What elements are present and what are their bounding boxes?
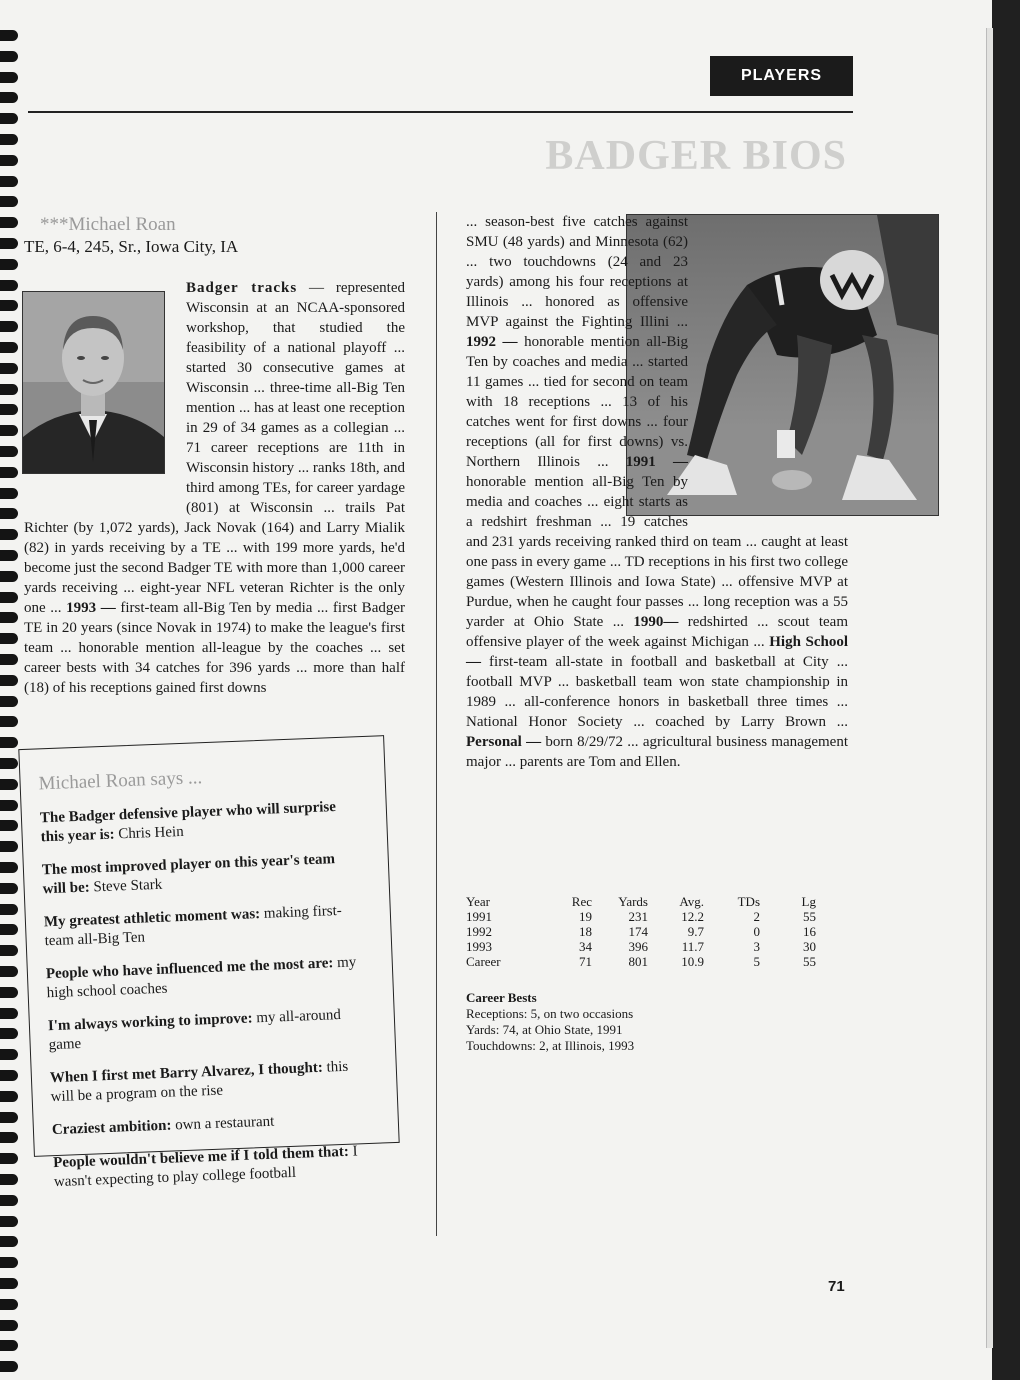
says-answer: my high school coaches bbox=[46, 954, 357, 1002]
stats-cell: 801 bbox=[628, 954, 648, 969]
bio-text: — represented Wisconsin at an NCAA-sponsored workshop, that studied the feasibility of a national playoff ... started 30 consecutive games at Wisconsin ... three-time all-Big Ten mention ... has at least one reception in 29 of 34 games as a collegian ... 71 career receptions are 11th in Wisconsin history ... ranks 18th, and third among TEs, for career yardage (801) at Wisconsin ... trails Pat Richter (by 1,072 yards), Jack Novak (164) and Larry Mialik (82) in yards receiving by a TE ... with 199 more yards, he'd become just the second Badger TE with more than 1,000 career yards receiving ... eight-year NFL veteran Richter is the only one ... bbox=[24, 280, 405, 616]
binding-ring bbox=[0, 1112, 18, 1123]
bio-text-1992: honorable mention all-Big Ten by coaches and media ... started 11 games ... tied for second on team with 18 receptions ... 13 of his catches went for first downs ... four receptions (all for first downs) vs. Northern Illinois ... bbox=[466, 334, 688, 470]
year-label-1992: 1992 — bbox=[466, 334, 518, 350]
binding-ring bbox=[0, 1049, 18, 1060]
says-title: Michael Roan says ... bbox=[38, 767, 203, 795]
page-title: BADGER BIOS bbox=[545, 133, 847, 179]
binding-ring bbox=[0, 945, 18, 956]
binding-ring bbox=[0, 217, 18, 228]
stats-cell: 30 bbox=[803, 939, 816, 954]
binding-ring bbox=[0, 238, 18, 249]
binding-ring bbox=[0, 675, 18, 686]
says-answer: own a restaurant bbox=[171, 1113, 275, 1134]
binding-ring bbox=[0, 508, 18, 519]
binding-ring bbox=[0, 280, 18, 291]
binding-ring bbox=[0, 51, 18, 62]
says-question: I'm always working to improve: bbox=[47, 1010, 253, 1035]
stats-cell: 174 bbox=[628, 924, 648, 939]
stats-cell: 1993 bbox=[466, 939, 492, 954]
binding-ring bbox=[0, 384, 18, 395]
binding-ring bbox=[0, 113, 18, 124]
stats-body bbox=[466, 909, 816, 969]
binding-ring bbox=[0, 404, 18, 415]
career-bests bbox=[466, 990, 634, 1054]
binding-ring bbox=[0, 529, 18, 540]
binding-ring bbox=[0, 1070, 18, 1081]
stats-row bbox=[466, 939, 816, 954]
binding-ring bbox=[0, 820, 18, 831]
page-number: 71 bbox=[828, 1278, 845, 1295]
stats-cell: 396 bbox=[628, 939, 648, 954]
says-item bbox=[44, 901, 365, 951]
binding-ring bbox=[0, 259, 18, 270]
stats-cell: 9.7 bbox=[687, 924, 704, 939]
binding-ring bbox=[0, 1028, 18, 1039]
stats-cell: 1991 bbox=[466, 909, 492, 924]
says-question: The Badger defensive player who will surprise this year is: bbox=[39, 799, 337, 846]
column-divider bbox=[436, 212, 437, 1236]
stats-cell: 231 bbox=[628, 909, 648, 924]
career-best-line: Receptions: 5, on two occasions bbox=[466, 1006, 634, 1021]
stats-cell: Career bbox=[466, 954, 501, 969]
stats-cell: 10.9 bbox=[681, 954, 704, 969]
says-question: The most improved player on this year's team will be: bbox=[41, 851, 336, 898]
says-question: People who have influenced me the most are: bbox=[45, 955, 334, 983]
binding-ring bbox=[0, 716, 18, 727]
career-bests-lines bbox=[466, 1006, 634, 1054]
stats-header-row bbox=[466, 894, 816, 909]
stats-header-cell: Rec bbox=[571, 894, 592, 909]
binding-ring bbox=[0, 155, 18, 166]
binding-ring bbox=[0, 904, 18, 915]
says-answer: I wasn't expecting to play college football bbox=[53, 1143, 358, 1191]
page-edge bbox=[986, 28, 993, 1348]
stats-header-cell: Lg bbox=[801, 894, 816, 909]
stats-cell: 11.7 bbox=[681, 939, 704, 954]
binding-ring bbox=[0, 300, 18, 311]
player-name: ***Michael Roan bbox=[40, 214, 176, 235]
high-school-label: High School — bbox=[466, 634, 849, 670]
stats-header-cell: Avg. bbox=[679, 894, 704, 909]
stats-row bbox=[466, 909, 816, 924]
stats-cell: 12.2 bbox=[681, 909, 704, 924]
binding-ring bbox=[0, 1153, 18, 1164]
binding-ring bbox=[0, 446, 18, 457]
binding-ring bbox=[0, 800, 18, 811]
binding-ring bbox=[0, 841, 18, 852]
binding-ring bbox=[0, 196, 18, 207]
says-question: People wouldn't believe me if I told them that: bbox=[52, 1143, 350, 1172]
career-bests-title: Career Bests bbox=[466, 990, 537, 1005]
bio-text-1993: first-team all-Big Ten by media ... first Badger TE in 20 years (since Novak in 1974) to make the league's first team ... honorable mention all-league by the coaches ... set career bests with 34 catches for 396 yards ... more than half (18) of his receptions gained first downs bbox=[24, 600, 406, 696]
binding-ring bbox=[0, 321, 18, 332]
says-answer: Steve Stark bbox=[89, 876, 163, 896]
binding-ring bbox=[0, 654, 18, 665]
binding-ring bbox=[0, 425, 18, 436]
says-answer: my all-around game bbox=[48, 1006, 342, 1054]
bio-text-1991: honorable mention all-Big Ten by media and coaches ... eight starts as a redshirt freshman ... 19 catches and 231 yards receiving ranked third on team ... caught at least one pass in every game ... TD receptions in his first two college games (Western Illinois and Iowa State) ... offensive MVP at Purdue, when he caught four passes ... long reception was a 55 yarder at Ohio State ... bbox=[466, 474, 848, 630]
career-best-line: Touchdowns: 2, at Illinois, 1993 bbox=[466, 1038, 635, 1053]
binding-ring bbox=[0, 1257, 18, 1268]
bio-text-personal: born 8/29/72 ... agricultural business management major ... parents are Tom and Ellen. bbox=[466, 734, 848, 770]
binding-ring bbox=[0, 924, 18, 935]
bio-right-column bbox=[466, 212, 848, 772]
year-label-1991: 1991 — bbox=[625, 454, 689, 470]
binding-ring bbox=[0, 92, 18, 103]
spiral-binding bbox=[0, 0, 22, 1380]
binding-ring bbox=[0, 612, 18, 623]
binding-ring bbox=[0, 550, 18, 561]
says-item bbox=[46, 953, 367, 1003]
binding-ring bbox=[0, 1091, 18, 1102]
bio-left-column bbox=[24, 278, 405, 698]
stats-row bbox=[466, 954, 816, 969]
says-answer: making first-team all-Big Ten bbox=[44, 902, 343, 950]
stats-cell: 5 bbox=[753, 954, 760, 969]
binding-ring bbox=[0, 176, 18, 187]
binding-ring bbox=[0, 134, 18, 145]
binding-ring bbox=[0, 966, 18, 977]
says-item bbox=[53, 1142, 374, 1192]
says-answer: this will be a program on the rise bbox=[50, 1058, 349, 1106]
stats-cell: 16 bbox=[803, 924, 816, 939]
personal-label: Personal — bbox=[466, 734, 542, 750]
says-answer: Chris Hein bbox=[114, 823, 184, 843]
bio-text-1990: redshirted ... scout team offensive player of the week against Michigan ... bbox=[466, 614, 849, 650]
section-tag: PLAYERS bbox=[710, 56, 853, 96]
binding-ring bbox=[0, 862, 18, 873]
says-item bbox=[48, 1005, 369, 1055]
binding-ring bbox=[0, 592, 18, 603]
says-question: When I first met Barry Alvarez, I thought: bbox=[49, 1059, 324, 1087]
stats-cell: 3 bbox=[753, 939, 760, 954]
binding-ring bbox=[0, 571, 18, 582]
says-item bbox=[40, 797, 361, 847]
binding-ring bbox=[0, 342, 18, 353]
says-item bbox=[52, 1109, 372, 1140]
stats-cell: 19 bbox=[579, 909, 592, 924]
bio-lead: Badger tracks bbox=[186, 280, 298, 296]
binding-ring bbox=[0, 1195, 18, 1206]
binding-ring bbox=[0, 633, 18, 644]
bio-text-high-school: first-team all-state in football and basketball at City ... football MVP ... basketball team won state championship in 1989 ... all-conference honors in basketball three times ... National Honor Society ... coached by Larry Brown ... bbox=[466, 654, 848, 730]
says-item bbox=[42, 849, 363, 899]
binding-ring bbox=[0, 363, 18, 374]
stats-cell: 18 bbox=[579, 924, 592, 939]
player-says-box bbox=[18, 735, 399, 1191]
stats-cell: 55 bbox=[803, 954, 816, 969]
says-list bbox=[40, 796, 400, 1192]
binding-ring bbox=[0, 467, 18, 478]
binding-ring bbox=[0, 1236, 18, 1247]
binding-ring bbox=[0, 1340, 18, 1351]
stats-header-cell: Yards bbox=[618, 894, 648, 909]
player-meta: TE, 6-4, 245, Sr., Iowa City, IA bbox=[24, 237, 239, 256]
header-rule bbox=[28, 111, 853, 113]
stats-cell: 71 bbox=[579, 954, 592, 969]
binding-ring bbox=[0, 696, 18, 707]
binding-ring bbox=[0, 883, 18, 894]
stats-table bbox=[466, 894, 816, 969]
binding-ring bbox=[0, 987, 18, 998]
stats-cell: 0 bbox=[753, 924, 760, 939]
year-label-1990: 1990— bbox=[633, 614, 679, 630]
stats-header-cell: Year bbox=[466, 894, 490, 909]
stats-header-cell: TDs bbox=[737, 894, 760, 909]
stats-cell: 1992 bbox=[466, 924, 492, 939]
says-question: Craziest ambition: bbox=[51, 1117, 172, 1139]
says-question: My greatest athletic moment was: bbox=[43, 906, 261, 931]
binding-ring bbox=[0, 30, 18, 41]
binding-ring bbox=[0, 1008, 18, 1019]
binding-ring bbox=[0, 1216, 18, 1227]
binding-ring bbox=[0, 779, 18, 790]
says-item bbox=[50, 1057, 371, 1107]
stats-row bbox=[466, 924, 816, 939]
binding-ring bbox=[0, 1299, 18, 1310]
binding-ring bbox=[0, 1174, 18, 1185]
binding-ring bbox=[0, 1320, 18, 1331]
career-best-line: Yards: 74, at Ohio State, 1991 bbox=[466, 1022, 623, 1037]
stats-cell: 34 bbox=[579, 939, 592, 954]
binding-ring bbox=[0, 488, 18, 499]
binding-ring bbox=[0, 737, 18, 748]
stats-cell: 55 bbox=[803, 909, 816, 924]
bio-text: ... season-best five catches against SMU (48 yards) and Minnesota (62) ... two touchdowns (24 and 23 yards) among his four receptions at Illinois ... honored as offensive MVP against the Fighting Illini ... bbox=[466, 214, 688, 330]
binding-ring bbox=[0, 1132, 18, 1143]
binding-ring bbox=[0, 1278, 18, 1289]
binding-ring bbox=[0, 72, 18, 83]
binding-ring bbox=[0, 758, 18, 769]
stats-cell: 2 bbox=[753, 909, 760, 924]
year-label-1993: 1993 — bbox=[66, 600, 116, 616]
binding-ring bbox=[0, 1361, 18, 1372]
